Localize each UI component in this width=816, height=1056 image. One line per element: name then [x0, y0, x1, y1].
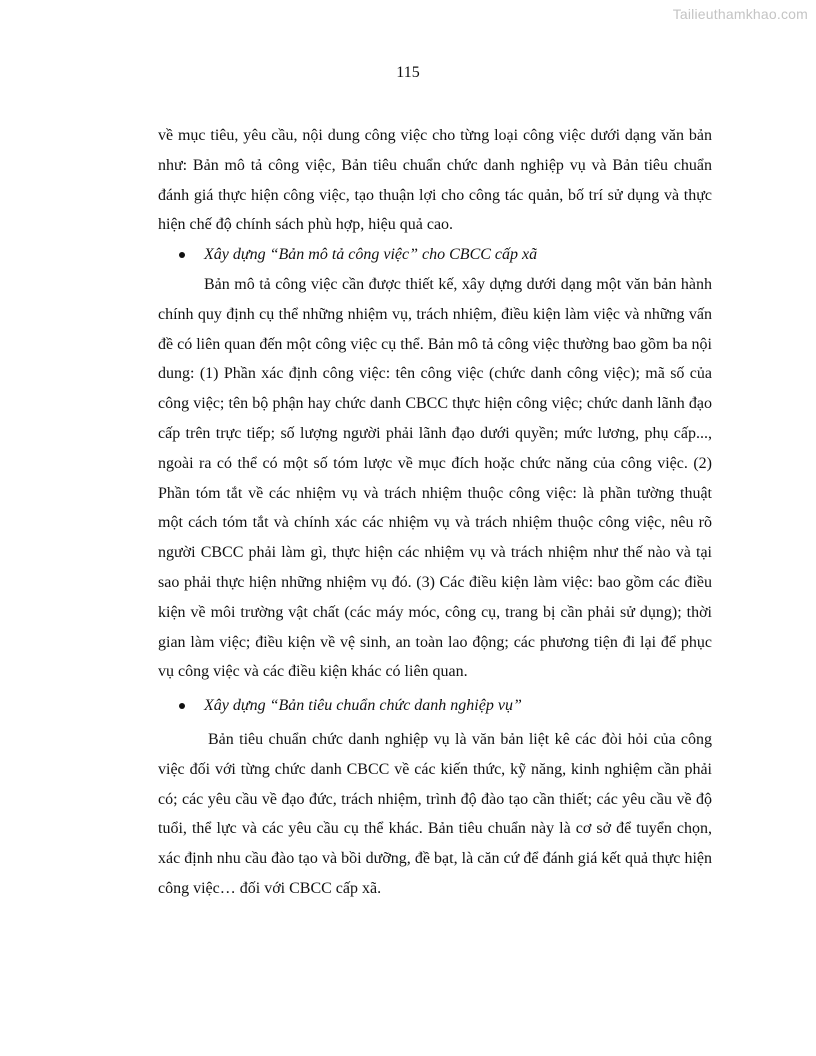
bullet-item-job-standards: [158, 691, 712, 721]
paragraph-job-description: Bản mô tả công việc cần được thiết kế, xây dựng dưới dạng một văn bản hành chính quy định cụ thể những nhiệm vụ, trách nhiệm, điều kiện làm việc và những vấn đề có liên quan đến một công việc cụ thể. Bản mô tả công việc thường bao gồm ba nội dung: (1) Phần xác định công việc: tên công việc (chức danh công việc); mã số của công việc; tên bộ phận hay chức danh CBCC thực hiện công việc; chức danh lãnh đạo cấp trên trực tiếp; số lượng người phải lãnh đạo dưới quyền; mức lương, phụ cấp..., ngoài ra có thể có một số tóm lược về mục đích hoặc chức năng của công việc. (2) Phần tóm tắt về các nhiệm vụ và trách nhiệm thuộc công việc: là phần tường thuật một cách tóm tắt và chính xác các nhiệm vụ và trách nhiệm thuộc công việc, nêu rõ người CBCC phải làm gì, thực hiện các nhiệm vụ và trách nhiệm như thế nào và tại sao phải thực hiện những nhiệm vụ đó. (3) Các điều kiện làm việc: bao gồm các điều kiện về môi trường vật chất (các máy móc, công cụ, trang bị cần phải sử dụng); thời gian làm việc; điều kiện về vệ sinh, an toàn lao động; các phương tiện đi lại để phục vụ công việc và các điều kiện khác có liên quan.: [158, 275, 712, 681]
intro-paragraph: về mục tiêu, yêu cầu, nội dung công việc cho từng loại công việc dưới dạng văn bản như: Bản mô tả công việc, Bản tiêu chuẩn chức danh nghiệp vụ và Bản tiêu chuẩn đánh giá thực hiện công việc, tạo thuận lợi cho công tác quản, bố trí sử dụng và thực hiện chế độ chính sách phù hợp, hiệu quả cao.: [158, 127, 712, 234]
bullet-heading-job-standards: Xây dựng “Bản tiêu chuẩn chức danh nghiệp vụ”: [204, 697, 522, 715]
bullet-icon: [179, 252, 185, 258]
page-body: [158, 121, 712, 904]
bullet-heading-job-description: Xây dựng “Bản mô tả công việc” cho CBCC cấp xã: [204, 246, 538, 264]
watermark: Tailieuthamkhao.com: [672, 6, 808, 22]
paragraph-job-standards: Bản tiêu chuẩn chức danh nghiệp vụ là văn bản liệt kê các đòi hỏi của công việc đối với từng chức danh CBCC về các kiến thức, kỹ năng, kinh nghiệm cần phải có; các yêu cầu về đạo đức, trách nhiệm, trình độ đào tạo cần thiết; các yêu cầu về độ tuổi, thể lực và các yêu cầu cụ thể khác. Bản tiêu chuẩn này là cơ sở để tuyển chọn, xác định nhu cầu đào tạo và bồi dưỡng, đề bạt, là căn cứ để đánh giá kết quả thực hiện công việc… đối với CBCC cấp xã.: [158, 730, 712, 897]
bullet-icon: [179, 703, 185, 709]
page-number: 115: [396, 64, 420, 81]
bullet-item-job-description: [158, 240, 712, 270]
